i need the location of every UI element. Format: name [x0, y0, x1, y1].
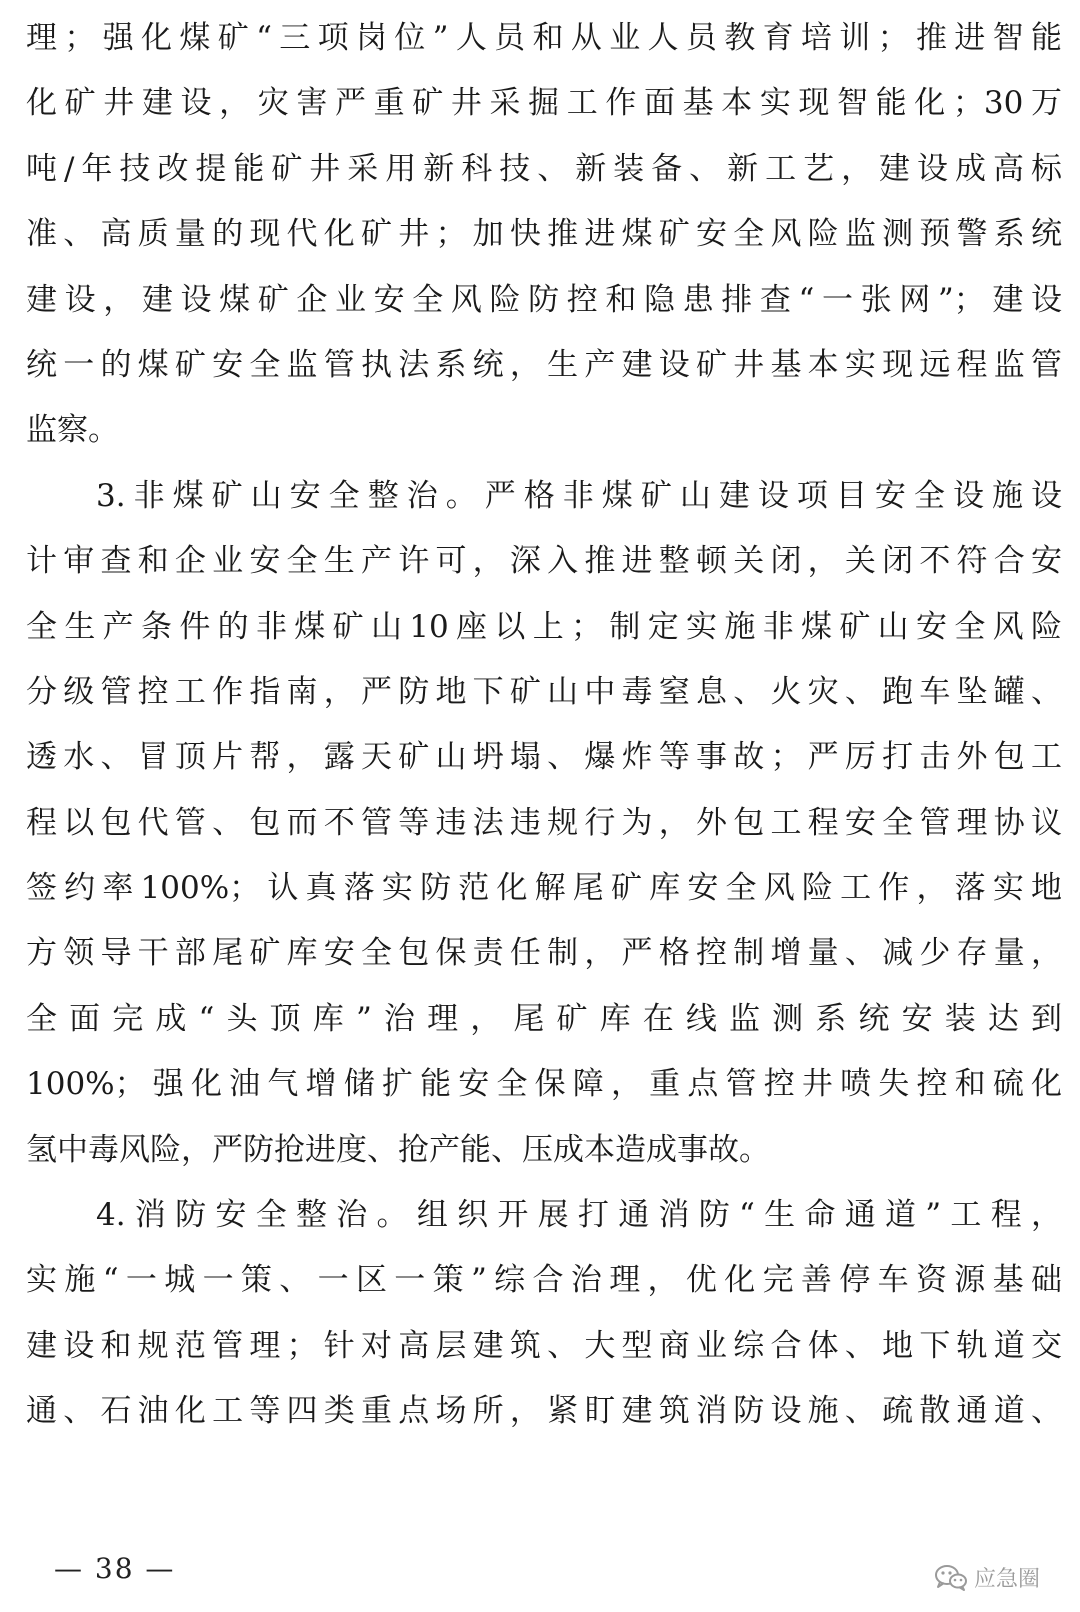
- text-line: 计审查和企业安全生产许可，深入推进整顿关闭，关闭不符合安: [26, 543, 1062, 580]
- page-footer: [0, 1548, 1080, 1608]
- text-line: 签约率100%；认真落实防范化解尾矿库安全风险工作，落实地: [26, 870, 1062, 907]
- text-line: 全面完成“头顶库”治理，尾矿库在线监测系统安装达到: [26, 1000, 1062, 1037]
- wechat-icon: [934, 1564, 968, 1592]
- text-line: 建设和规范管理；针对高层建筑、大型商业综合体、地下轨道交: [26, 1327, 1062, 1364]
- text-line: 通、石油化工等四类重点场所，紧盯建筑消防设施、疏散通道、: [26, 1393, 1062, 1430]
- text-line: 全生产条件的非煤矿山10座以上；制定实施非煤矿山安全风险: [26, 608, 1062, 645]
- text-line: 准、高质量的现代化矿井；加快推进煤矿安全风险监测预警系统: [26, 216, 1062, 253]
- text-line: 理；强化煤矿“三项岗位”人员和从业人员教育培训；推进智能: [26, 20, 1062, 56]
- body-text: [26, 6, 1062, 1445]
- text-line: 实施“一城一策、一区一策”综合治理，优化完善停车资源基础: [26, 1262, 1062, 1299]
- paragraph-start-line: 4.消防安全整治。组织开展打通消防“生命通道”工程，: [96, 1197, 1062, 1234]
- paragraph-start-line: 3.非煤矿山安全整治。严格非煤矿山建设项目安全设施设: [96, 477, 1062, 514]
- text-line: 监察。: [26, 412, 119, 449]
- text-line: 程以包代管、包而不管等违法违规行为，外包工程安全管理协议: [26, 804, 1062, 841]
- text-line: 建设，建设煤矿企业安全风险防控和隐患排查“一张网”；建设: [26, 281, 1062, 318]
- watermark-text: 应急圈: [973, 1567, 1040, 1592]
- watermark: [934, 1562, 1040, 1593]
- page-number: — 38 —: [54, 1552, 176, 1585]
- text-line: 氢中毒风险，严防抢进度、抢产能、压成本造成事故。: [26, 1131, 770, 1168]
- text-line: 方领导干部尾矿库安全包保责任制，严格控制增量、减少存量，: [26, 935, 1062, 972]
- text-line: 透水、冒顶片帮，露天矿山坍塌、爆炸等事故；严厉打击外包工: [26, 739, 1062, 776]
- text-line: 100%；强化油气增储扩能安全保障，重点管控井喷失控和硫化: [26, 1066, 1062, 1103]
- text-line: 吨/年技改提能矿井采用新科技、新装备、新工艺，建设成高标: [26, 150, 1062, 187]
- text-line: 分级管控工作指南，严防地下矿山中毒窒息、火灾、跑车坠罐、: [26, 673, 1062, 710]
- text-line: 统一的煤矿安全监管执法系统，生产建设矿井基本实现远程监管: [26, 346, 1062, 383]
- text-line: 化矿井建设，灾害严重矿井采掘工作面基本实现智能化；30万: [26, 85, 1062, 122]
